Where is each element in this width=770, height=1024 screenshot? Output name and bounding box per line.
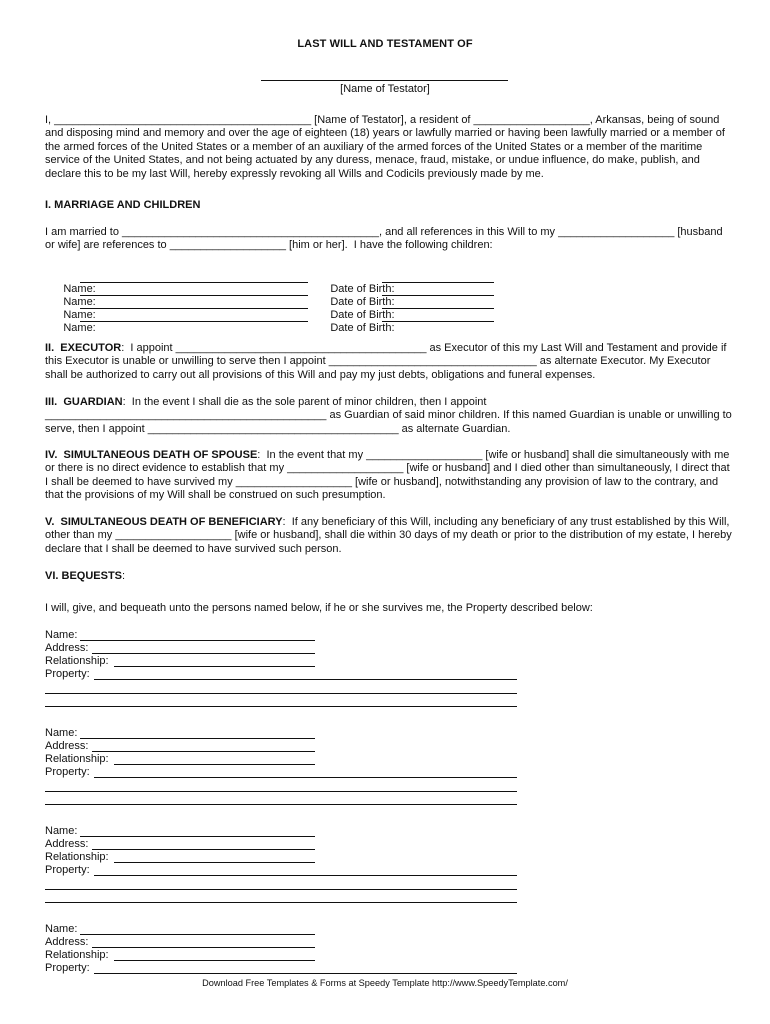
bequest-name-field[interactable] xyxy=(80,640,315,641)
bequest-address-label: Address: xyxy=(45,936,92,948)
bequest-name-field[interactable] xyxy=(80,934,315,935)
child-dob-label: Date of Birth: xyxy=(330,283,398,295)
bequest-relationship-label: Relationship: xyxy=(45,949,112,961)
child-dob-field[interactable] xyxy=(382,321,494,322)
section-1-heading: I. MARRIAGE AND CHILDREN xyxy=(45,199,201,211)
bequest-name-field[interactable] xyxy=(80,836,315,837)
bequest-relationship-label: Relationship: xyxy=(45,655,112,667)
bequest-property-field[interactable] xyxy=(94,679,517,680)
testator-name-label: [Name of Testator] xyxy=(340,83,430,95)
bequest-property-field[interactable] xyxy=(45,804,517,805)
child-name-label: Name: xyxy=(63,283,99,295)
bequest-name-label: Name: xyxy=(45,923,81,935)
section-3-paragraph xyxy=(45,396,735,436)
bequest-name-label: Name: xyxy=(45,629,81,641)
testator-name-line[interactable] xyxy=(261,80,508,81)
bequest-relationship-field[interactable] xyxy=(114,764,315,765)
section-4-text: : In the event that my ___________________ [wife or husband] shall die simultaneously with me or there is no direct evidence to establish that my ___________________ [wife or husband] and I died other than simultaneously, I direct that I shall be deemed to have survived my ___________________ [wife or husband], notwithstanding any provision of law to the contrary, and that the provisions of my Will shall be construed on such presumption. xyxy=(45,449,733,502)
child-dob-field[interactable] xyxy=(382,308,494,309)
section-4-heading: IV. SIMULTANEOUS DEATH OF SPOUSE xyxy=(45,449,258,461)
section-3-text: : In the event I shall die as the sole parent of minor children, then I appoint ______________________________________________ as Guardian of said minor children. If this named Guardian is unable or unwilling to serve, then I appoint _________________________________________ as alternate Guardian. xyxy=(45,396,735,435)
bequest-address-label: Address: xyxy=(45,740,92,752)
section-5-heading: V. SIMULTANEOUS DEATH OF BENEFICIARY xyxy=(45,516,283,528)
bequest-name-label: Name: xyxy=(45,825,81,837)
bequest-property-field[interactable] xyxy=(45,889,517,890)
child-name-field[interactable] xyxy=(80,295,308,296)
child-name-field[interactable] xyxy=(80,321,308,322)
bequest-relationship-field[interactable] xyxy=(114,960,315,961)
bequest-property-field[interactable] xyxy=(45,902,517,903)
bequest-relationship-field[interactable] xyxy=(114,862,315,863)
child-dob-field[interactable] xyxy=(382,295,494,296)
bequest-property-label: Property: xyxy=(45,962,93,974)
document-title: LAST WILL AND TESTAMENT OF xyxy=(297,38,473,50)
child-dob-label: Date of Birth: xyxy=(330,296,398,308)
section-5-paragraph xyxy=(45,516,735,556)
child-row xyxy=(45,310,99,346)
section-3-heading: III. GUARDIAN xyxy=(45,396,123,408)
bequest-address-field[interactable] xyxy=(92,751,315,752)
section-6-heading-row xyxy=(45,570,125,582)
section-6-heading-colon: : xyxy=(122,570,126,582)
bequest-address-field[interactable] xyxy=(92,947,315,948)
section-1-paragraph: I am married to __________________________________________, and all references in this Will to my ___________________ [husband or wife] are references to ___________________ [him or her]. I have the following children: xyxy=(45,226,726,252)
bequest-name-field[interactable] xyxy=(80,738,315,739)
section-5-text: : If any beneficiary of this Will, including any beneficiary of any trust established by this Will, other than my ___________________ [wife or husband], shall die within 30 days of my death or prior to the distribution of my estate, I hereby declare that I shall be deemed to have survived such person. xyxy=(45,516,735,555)
bequest-property-field[interactable] xyxy=(94,777,517,778)
section-2-paragraph xyxy=(45,342,735,382)
section-6-paragraph: I will, give, and bequeath unto the persons named below, if he or she survives me, the Property described below: xyxy=(45,602,593,614)
child-dob-label: Date of Birth: xyxy=(330,309,398,321)
bequest-relationship-field[interactable] xyxy=(114,666,315,667)
bequest-name-label: Name: xyxy=(45,727,81,739)
child-name-label: Name: xyxy=(63,322,99,334)
bequest-property-field[interactable] xyxy=(94,973,517,974)
bequest-property-label: Property: xyxy=(45,668,93,680)
bequest-address-label: Address: xyxy=(45,838,92,850)
child-name-label: Name: xyxy=(63,309,99,321)
bequest-property-field[interactable] xyxy=(45,706,517,707)
child-dob-label: Date of Birth: xyxy=(330,322,398,334)
child-dob-row xyxy=(312,310,398,346)
child-dob-field[interactable] xyxy=(382,282,494,283)
section-6-heading: VI. BEQUESTS xyxy=(45,570,123,582)
child-name-field[interactable] xyxy=(80,282,308,283)
bequest-address-field[interactable] xyxy=(92,849,315,850)
section-4-paragraph xyxy=(45,449,735,503)
bequest-property-field[interactable] xyxy=(45,693,517,694)
intro-paragraph: I, __________________________________________ [Name of Testator], a resident of ___________________, Arkansas, being of sound and disposing mind and memory and over the age of eighteen (18) years or lawfully married or having been lawfully married or a member of the armed forces of the United States or a member of an auxiliary of the armed forces of the United States or a member of the maritime service of the United States, and not being actuated by any duress, menace, fraud, mistake, or undue influence, do make, publish, and declare this to be my last Will, hereby expressly revoking all Wills and Codicils previously made by me. xyxy=(45,114,728,180)
bequest-address-label: Address: xyxy=(45,642,92,654)
bequest-property-field[interactable] xyxy=(45,791,517,792)
child-name-field[interactable] xyxy=(80,308,308,309)
bequest-property-label: Property: xyxy=(45,766,93,778)
bequest-relationship-label: Relationship: xyxy=(45,753,112,765)
bequest-property-label: Property: xyxy=(45,864,93,876)
section-2-text: : I appoint _________________________________________ as Executor of this my Last Will and Testament and provide if this Executor is unable or unwilling to serve then I appoint __________________________________ as alternate Executor. My Executor shall be authorized to carry out all provisions of this Will and pay my just debts, obligations and funeral expenses. xyxy=(45,342,730,381)
page-footer: Download Free Templates & Forms at Speedy Template http://www.SpeedyTemplate.com/ xyxy=(202,978,568,988)
child-name-label: Name: xyxy=(63,296,99,308)
bequest-relationship-label: Relationship: xyxy=(45,851,112,863)
section-2-heading: II. EXECUTOR xyxy=(45,342,122,354)
bequest-address-field[interactable] xyxy=(92,653,315,654)
bequest-property-field[interactable] xyxy=(94,875,517,876)
